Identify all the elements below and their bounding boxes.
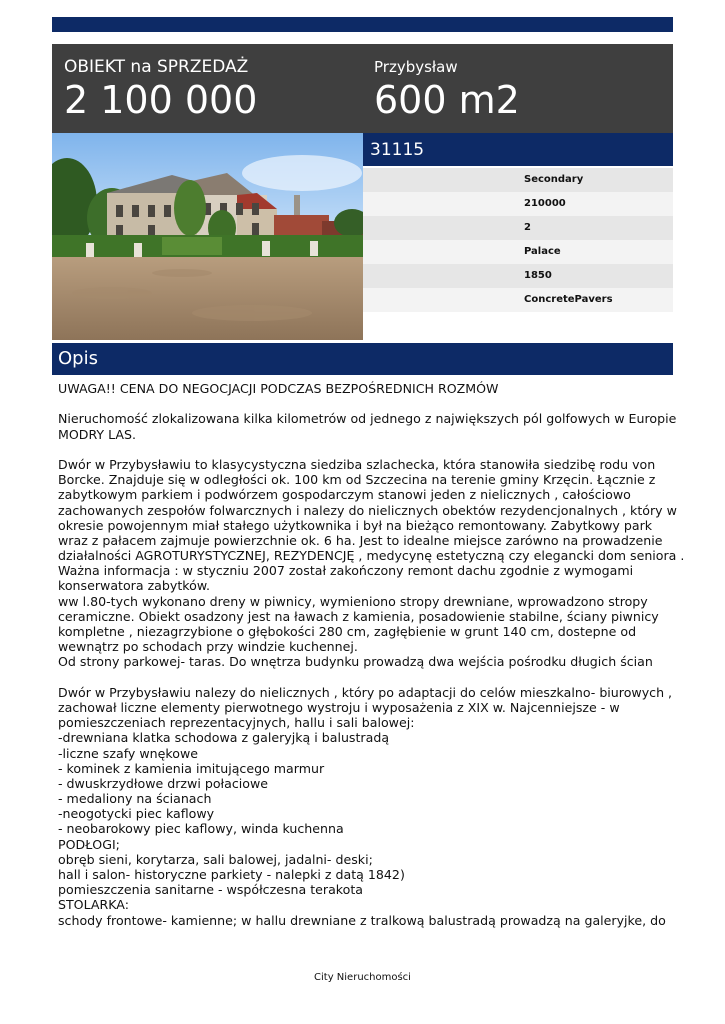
description-line: - dwuskrzydłowe drzwi połaciowe [58, 775, 269, 791]
offer-block [64, 56, 257, 122]
description-line: okresie powojennym miał stałego użytkownika i był na bieżąco remontowany. Zabytkowy park [58, 517, 653, 533]
description-line: zabytkowym parkiem i podwórzem gospodarczym stanowi jeden z nielicznych , całościowo [58, 487, 631, 503]
description-line: działalności AGROTURYSTYCZNEJ, REZYDENCJĘ , medycynę estetyczną czy elegancki dom seniora . [58, 548, 685, 564]
description-line: -liczne szafy wnękowe [58, 745, 198, 761]
description-heading: Opis [58, 348, 98, 369]
description-line [58, 396, 670, 411]
detail-row: Palace [363, 240, 673, 264]
description-line: UWAGA!! CENA DO NEGOCJACJI PODCZAS BEZPOŚREDNICH ROZMÓW [58, 381, 499, 396]
description-line: schody frontowe- kamienne; w hallu drewniane z tralkową balustradą prowadzą na galeryjke, do [58, 912, 666, 928]
details-table [363, 168, 673, 312]
top-accent-bar [52, 17, 673, 32]
area-value: 600 m2 [374, 78, 520, 122]
description-line: PODŁOGI; [58, 836, 120, 852]
description-line: pomieszczeniach reprezentacyjnych, hallu i sali balowej: [58, 715, 415, 731]
description-line: hall i salon- historyczne parkiety - nalepki z datą 1842) [58, 867, 405, 882]
description-line: - kominek z kamienia imitującego marmur [58, 760, 325, 776]
detail-row: 2 [363, 216, 673, 240]
description-line: - neobarokowy piec kaflowy, winda kuchenna [58, 821, 344, 837]
footer-agency: City Nieruchomości [314, 972, 411, 983]
description-line: wewnątrz po schodach przy windzie kuchennej. [58, 639, 358, 655]
description-line: Od strony parkowej- taras. Do wnętrza budynku prowadzą dwa wejścia pośrodku długich ścian [58, 654, 653, 670]
description-line: ceramiczne. Obiekt osadzony jest na ławach z kamienia, posadowienie stabilne, ściany piwnicy [58, 608, 659, 624]
price: 2 100 000 [64, 78, 258, 122]
description-line: -drewniana klatka schodowa z galeryjką i balustradą [58, 730, 390, 746]
city-label: Przybysław [374, 58, 458, 76]
description-line [58, 670, 670, 685]
listing-id-bar [363, 133, 673, 166]
description-line: Ważna informacja : w styczniu 2007 został zakończony remont dachu zgodnie z wymogami [58, 563, 634, 579]
offer-label: OBIEKT na SPRZEDAŻ [64, 57, 249, 77]
description-line [58, 442, 670, 457]
property-photo [52, 133, 363, 340]
listing-header [52, 44, 673, 133]
detail-row: ConcretePavers [363, 288, 673, 312]
description-line: Nieruchomość zlokalizowana kilka kilometrów od jednego z największych pól golfowych w Europie [58, 411, 677, 427]
description-line: zachowanych zespołów folwarcznych i nalezy do nielicznych obektów rezydencjonalnych , który w [58, 502, 677, 518]
description-line: STOLARKA: [58, 897, 129, 913]
description-line: -neogotycki piec kaflowy [58, 806, 215, 822]
description-line: konserwatora zabytków. [58, 578, 210, 594]
description-line: obręb sieni, korytarza, sali balowej, jadalni- deski; [58, 851, 373, 867]
description-text [58, 381, 685, 928]
description-line: zachował liczne elementy pierwotnego wystroju i wyposażenia z XIX w. Najcenniejsze - w [58, 699, 620, 715]
description-line: - medaliony na ścianach [58, 791, 212, 807]
description-line: Borcke. Znajduje się w odległości ok. 100 km od Szczecina na terenie gminy Krzęcin. Łącznie z [58, 472, 656, 488]
description-line: Dwór w Przybysławiu to klasycystyczna siedziba szlachecka, która stanowiła siedzibę rodu von [58, 456, 656, 472]
listing-id: 31115 [370, 140, 425, 160]
description-line: MODRY LAS. [58, 426, 137, 442]
description-line: ww l.80-tych wykonano dreny w piwnicy, wymieniono stropy drewniane, wprowadzono stropy [58, 593, 648, 609]
description-line: Dwór w Przybysławiu nalezy do nielicznych , który po adaptacji do celów mieszkalno- biurowych , [58, 684, 673, 700]
description-heading-bar [52, 343, 673, 375]
description-line: pomieszczenia sanitarne - współczesna terakota [58, 882, 363, 898]
description-line: wraz z pałacem zajmuje powierzchnie ok. 6 ha. Jest to idealne miejsce zarówno na prowadzenie [58, 532, 663, 548]
detail-row: Secondary [363, 168, 673, 192]
location-block [374, 56, 520, 122]
detail-row: 1850 [363, 264, 673, 288]
detail-row: 210000 [363, 192, 673, 216]
description-line: kompletne , niezagrzybione o głębokości 280 cm, zagłębienie w grunt 140 cm, dostepne od [58, 624, 637, 639]
